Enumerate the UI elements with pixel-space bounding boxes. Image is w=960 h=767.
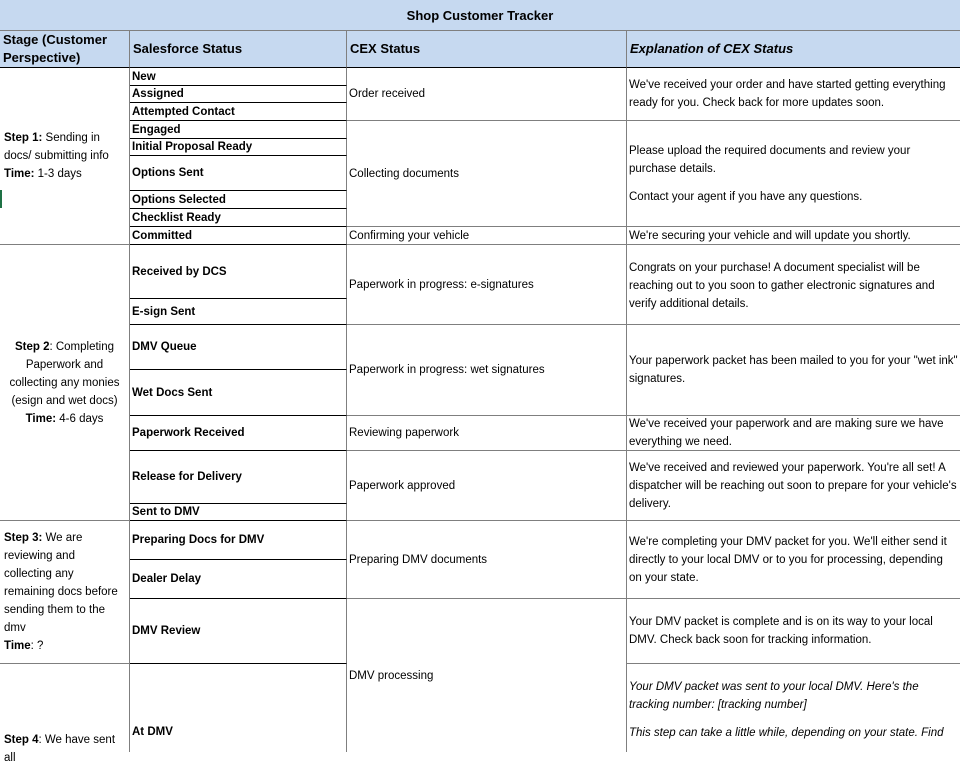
sf-status-cell[interactable]: Initial Proposal Ready xyxy=(130,139,347,156)
explanation-text: Your DMV packet is complete and is on its way to your local DMV. Check back soon for tracking information. xyxy=(629,616,933,646)
stage-cell-step2[interactable] xyxy=(0,245,130,521)
explanation-cell[interactable] xyxy=(627,416,960,451)
sf-status-cell[interactable]: Attempted Contact xyxy=(130,103,347,121)
sf-status-cell[interactable]: Preparing Docs for DMV xyxy=(130,521,347,560)
stage-step4-text: Step 4: We have sent all xyxy=(4,734,116,764)
sf-status-cell[interactable]: DMV Review xyxy=(130,599,347,664)
cex-status-cell[interactable]: Preparing DMV documents xyxy=(347,521,627,599)
cex-status-cell[interactable]: Confirming your vehicle xyxy=(347,227,627,245)
sf-status-cell[interactable]: E-sign Sent xyxy=(130,299,347,325)
sf-status-cell[interactable]: Options Sent xyxy=(130,156,347,191)
sf-status-cell[interactable]: Release for Delivery xyxy=(130,451,347,504)
stage-step2-text: Step 2: Completing Paperwork and collecting any monies (esign and wet docs) xyxy=(9,340,120,407)
explanation-cell[interactable] xyxy=(627,245,960,325)
cex-status-cell[interactable]: Paperwork in progress: wet signatures xyxy=(347,325,627,416)
explanation-cell[interactable] xyxy=(627,325,960,416)
explanation-cell[interactable] xyxy=(627,121,960,227)
sf-status-cell[interactable]: Checklist Ready xyxy=(130,209,347,227)
explanation-text: We've received your order and have started getting everything ready for you. Check back for more updates soon. xyxy=(629,79,946,109)
stage-step3-time: Time: ? xyxy=(4,640,44,652)
sf-status-cell[interactable]: Assigned xyxy=(130,86,347,103)
sf-status-cell[interactable]: Engaged xyxy=(130,121,347,139)
stage-cell-step3[interactable] xyxy=(0,521,130,664)
sf-status-cell[interactable]: Received by DCS xyxy=(130,245,347,299)
header-stage[interactable]: Stage (Customer Perspective) xyxy=(0,31,130,68)
explanation-text: Congrats on your purchase! A document specialist will be reaching out to you soon to gather electronic signatures and verify additional details. xyxy=(629,262,935,310)
explanation-cell[interactable] xyxy=(627,599,960,664)
sf-status-cell[interactable]: Options Selected xyxy=(130,191,347,209)
stage-cell-step1[interactable] xyxy=(0,68,130,245)
cex-status-cell[interactable]: Collecting documents xyxy=(347,121,627,227)
stage-step1-time: Time: 1-3 days xyxy=(4,168,82,180)
sf-status-cell[interactable]: Wet Docs Sent xyxy=(130,370,347,416)
sf-status-cell[interactable]: New xyxy=(130,68,347,86)
stage-step1-text: Step 1: Sending in docs/ submitting info xyxy=(4,132,109,162)
explanation-cell[interactable] xyxy=(627,68,960,121)
sf-status-cell[interactable]: Committed xyxy=(130,227,347,245)
stage-step3-text: Step 3: We are reviewing and collecting any remaining docs before sending them to the dmv xyxy=(4,532,118,634)
sf-status-cell[interactable]: Sent to DMV xyxy=(130,504,347,521)
cex-status-cell[interactable]: Order received xyxy=(347,68,627,121)
explanation-cell[interactable] xyxy=(627,664,960,752)
explanation-text: We're completing your DMV packet for you. We'll either send it directly to your local DMV or to you for processing, depending on your state. xyxy=(629,535,947,584)
sf-status-cell[interactable]: At DMV xyxy=(130,664,347,752)
explanation-text: Your paperwork packet has been mailed to you for your "wet ink" signatures. xyxy=(629,355,958,385)
header-explanation[interactable]: Explanation of CEX Status xyxy=(627,31,960,68)
sf-status-cell[interactable]: DMV Queue xyxy=(130,325,347,370)
sf-status-cell[interactable]: Paperwork Received xyxy=(130,416,347,451)
cex-status-cell[interactable]: Reviewing paperwork xyxy=(347,416,627,451)
sheet-title: Shop Customer Tracker xyxy=(0,0,960,31)
cex-status-cell[interactable]: Paperwork in progress: e-signatures xyxy=(347,245,627,325)
explanation-text: This step can take a little while, depending on your state. Find xyxy=(629,727,944,739)
explanation-text: Contact your agent if you have any questions. xyxy=(629,190,863,203)
explanation-cell[interactable] xyxy=(627,521,960,599)
cex-status-cell[interactable]: DMV processing xyxy=(347,599,627,752)
explanation-cell[interactable] xyxy=(627,227,960,245)
selection-marker xyxy=(0,190,2,208)
sf-status-cell[interactable]: Dealer Delay xyxy=(130,560,347,599)
stage-step2-time: Time: 4-6 days xyxy=(25,412,104,425)
explanation-text: We've received and reviewed your paperwork. You're all set! A dispatcher will be reaching out soon to prepare for your vehicle's delivery. xyxy=(629,461,957,510)
explanation-text: Please upload the required documents and review your purchase details. xyxy=(629,144,911,175)
stage-cell-step4[interactable] xyxy=(0,664,130,764)
explanation-text: We're securing your vehicle and will update you shortly. xyxy=(629,229,911,242)
explanation-cell[interactable] xyxy=(627,451,960,521)
explanation-text: We've received your paperwork and are making sure we have everything we need. xyxy=(629,418,944,448)
header-salesforce-status[interactable]: Salesforce Status xyxy=(130,31,347,68)
explanation-text: Your DMV packet was sent to your local DMV. Here's the tracking number: [tracking number] xyxy=(629,681,919,711)
cex-status-cell[interactable]: Paperwork approved xyxy=(347,451,627,521)
header-cex-status[interactable]: CEX Status xyxy=(347,31,627,68)
